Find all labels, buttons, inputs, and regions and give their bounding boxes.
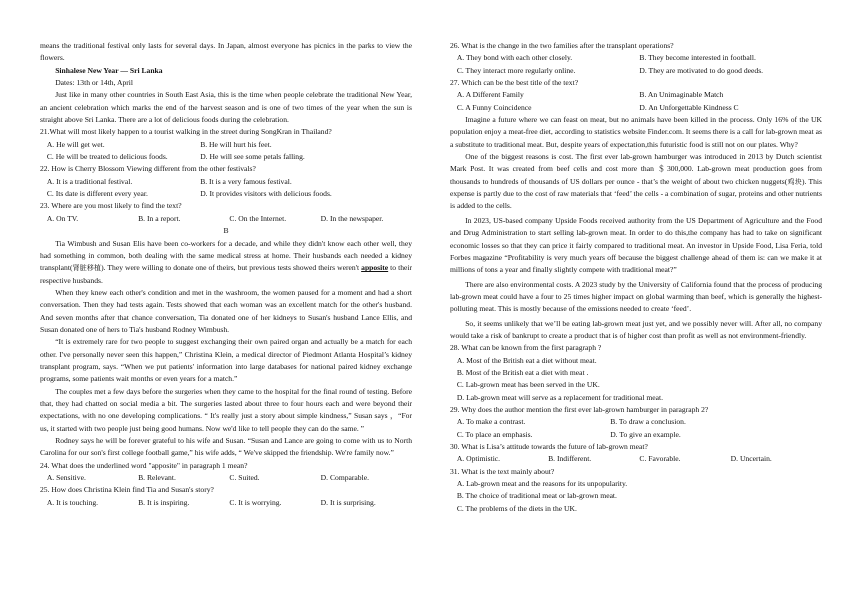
option-21a: A. He will get wet. [46, 139, 105, 149]
option-22a: A. It is a traditional festival. [46, 176, 133, 186]
question-27-options-row1 [450, 89, 822, 101]
option-28d: D. Lab-grown meat will serve as a replacement for traditional meat. [456, 392, 664, 402]
question-23-options [40, 213, 412, 225]
option-28c: C. Lab-grown meat has been served in the UK. [456, 380, 600, 390]
question-23: 23. Where are you most likely to find the text? [40, 201, 182, 211]
paragraph-b5: Rodney says he will be forever grateful to his wife and Susan. “Susan and Lance are going to come with us to North Carolina for our son's first college football game,” his wife adds, “ We've skipped the friendship. We're family now.” [40, 436, 412, 458]
option-22b: B. It is a very famous festival. [200, 176, 292, 186]
option-27b: B. An Unimaginable Match [639, 90, 724, 100]
paragraph-b1 [40, 238, 412, 287]
option-30b: B. Indifferent. [548, 454, 592, 464]
left-column [40, 40, 412, 509]
right-column [450, 40, 822, 515]
question-25: 25. How does Christina Klein find Tia and Susan's story? [40, 485, 214, 495]
question-22-options-row2 [40, 188, 412, 200]
question-26-options-row2 [450, 65, 822, 77]
option-26a: A. They bond with each other closely. [456, 53, 573, 63]
option-31b: B. The choice of traditional meat or lab-grown meat. [456, 491, 617, 501]
question-27-options-row2 [450, 102, 822, 114]
option-29c: C. To place an emphasis. [456, 429, 533, 439]
option-24d: D. Comparable. [320, 473, 369, 483]
option-23a: A. On TV. [46, 213, 79, 223]
section-b-heading: B [223, 226, 229, 236]
question-21: 21.What will most likely happen to a tourist walking in the street during SongKran in Thailand? [40, 127, 332, 137]
chinese-gloss-kidney: 肾脏移植 [72, 264, 102, 273]
option-29a: A. To make a contrast. [456, 417, 526, 427]
option-21c: C. He will be treated to delicious foods. [46, 152, 168, 162]
question-29-options-row2 [450, 429, 822, 441]
question-26: 26. What is the change in the two families after the transplant operations? [450, 41, 674, 50]
underlined-word-apposite: apposite [361, 263, 389, 273]
paragraph-c2-part1: One of the biggest reasons is cost. The first ever lab-grown hamburger was introduced in 2013 by Dutch scientist Mark Post. It was created from beef cells and cost more than ＄300,000. Lab-grown meat production goes from thousands to hundreds of thousands of US dollars per ounce - that’s the weight of about two chicken nuggets( [450, 152, 822, 186]
question-25-options [40, 497, 412, 509]
option-31a: A. Lab-grown meat and the reasons for its unpopularity. [456, 479, 628, 489]
question-22: 22. How is Cherry Blossom Viewing different from the other festivals? [40, 164, 256, 174]
paragraph-b1-part3: to their respective husbands. [40, 263, 413, 285]
question-24: 24. What does the underlined word "apposite" in paragraph 1 mean? [40, 460, 248, 470]
question-30-options [450, 453, 822, 465]
question-30: 30. What is Lisa’s attitude towards the future of lab-grown meat? [450, 442, 648, 451]
paragraph-c1: Imagine a future where we can feast on meat, but no animals have been killed in the process. Only 16% of the UK population enjoy a meat-free diet, according to statistics website Finder.com. It seems there is a call for lab-grown meat as a substitute to traditional meat. But, despite years of expectation,this futuristic food is still not on our plates. Why? [450, 115, 822, 149]
option-29d: D. To give an example. [610, 429, 681, 439]
question-24-options [40, 472, 412, 484]
paragraph-c2-part2: ). This expense is partly due to the cost of raw materials that ‘feed’ the cells - a combination of sugar, proteins and other nutrients is added to the cells. [450, 176, 822, 211]
option-25b: B. It is inspiring. [138, 497, 190, 507]
option-24c: C. Suited. [229, 473, 260, 483]
option-25d: D. It is surprising. [320, 497, 376, 507]
paragraph-c4: There are also environmental costs. A 2023 study by the University of California found that the process of producing lab-grown meat could have a four to 25 times higher impact on global warming than beef, which is generally the highest-polluting meat. This is mostly because of the emissions needed to create ‘feed’. [450, 279, 822, 314]
question-31: 31. What is the text mainly about? [450, 466, 555, 476]
paragraph-intro: means the traditional festival only lasts for several days. In Japan, almost everyone has picnics in the parks to view the flowers. [40, 41, 412, 63]
option-26d: D. They are motivated to do good deeds. [639, 65, 764, 75]
option-22c: C. Its date is different every year. [46, 189, 148, 199]
paragraph-c5: So, it seems unlikely that we’ll be eating lab-grown meat just yet, and we possibly never will. After all, no company would take a risk of bankrupt to create a product that is of higher cost than profit as well as not environment-friendly. [450, 318, 822, 340]
option-26c: C. They interact more regularly online. [456, 65, 576, 75]
option-31c: C. The problems of the diets in the UK. [456, 503, 577, 513]
option-21b: B. He will hurt his feet. [200, 139, 272, 149]
paragraph-b1-part1: Tia Wimbush and Susan Elis have been co-workers for a decade, and while they didn't know each other well, they had something in common, both dealing with the same medical stress at home. Their husbands each needed a kidney transplant( [40, 238, 412, 273]
question-29: 29. Why does the author mention the first ever lab-grown hamburger in paragraph 2? [450, 404, 709, 414]
question-21-options-row2 [40, 151, 412, 163]
option-25a: A. It is touching. [46, 497, 99, 507]
option-29b: B. To draw a conclusion. [610, 417, 686, 427]
option-23c: C. On the Internet. [229, 213, 287, 223]
paragraph-b1-part2: ). They were willing to donate one of theirs, but previous tests showed theirs weren't [101, 263, 362, 273]
option-22d: D. It provides visitors with delicious foods. [200, 189, 332, 199]
option-30d: D. Uncertain. [730, 454, 772, 464]
paragraph-c3: In 2023, US-based company Upside Foods received authority from the US Department of Agriculture and the Food and Drug Administration to start selling lab-grown meat. In order to do this,the company has had to take on significant economic losses so that they can price it fairly compared to traditional meat. An investor in Upside Food, Lisa Feria, told Forbes magazine “Profitability is very much years off because the biggest challenge ahead of them is: can we make it at millions of tons a year and finally slightly compete with traditional meat?” [450, 215, 822, 275]
question-22-options-row1 [40, 176, 412, 188]
question-27: 27. Which can be the best title of the text? [450, 78, 579, 88]
paragraph-c2 [450, 151, 822, 213]
paragraph-b4: The couples met a few days before the surgeries when they came to the hospital for the final round of testing. Before that, they had chatted on social media a bit. The surgeries lasted about three to four hours each and were beyond their expectations, with no one developing complications. “ It's really just a story about simple kindness,” Susan says ，“For us, it started with two people just being good humans. Now we'd like to tell people they can do the same. ” [40, 386, 412, 433]
section-title-sinhalese: Sinhalese New Year — Sri Lanka [55, 65, 163, 75]
option-28a: A. Most of the British eat a diet without meat. [456, 355, 597, 365]
option-27c: C. A Funny Coincidence [456, 102, 532, 112]
option-24b: B. Relevant. [138, 473, 176, 483]
option-25c: C. It is worrying. [229, 497, 282, 507]
option-21d: D. He will see some petals falling. [200, 152, 305, 162]
option-23d: D. In the newspaper. [320, 213, 384, 223]
option-24a: A. Sensitive. [46, 473, 86, 483]
option-30c: C. Favorable. [639, 454, 681, 464]
option-28b: B. Most of the British eat a diet with meat . [456, 367, 589, 377]
option-30a: A. Optimistic. [456, 454, 501, 464]
paragraph-b2: When they knew each other's condition and met in the washroom, the women paused for a moment and had a short conversation. Then they had tests again. Tests showed that each woman was an excellent match for the other's husband. And seven months after that chance conversation, Tia donated one of her kidneys to Susan's husband Lance Ellis, and Susan donated one of hers to Tia's husband Rodney Wimbush. [40, 287, 412, 334]
option-23b: B. In a report. [138, 213, 181, 223]
paragraph-sinhalese: Just like in many other countries in South East Asia, this is the time when people celebrate the traditional New Year, an ancient celebration which marks the end of the harvest season and is one of two times of the year when the sun is straight above Sri Lanka. There are a lot of delicious foods during the celebration. [40, 90, 412, 125]
chinese-gloss-nuggets: 鸡块 [787, 177, 803, 186]
question-28: 28. What can be known from the first paragraph ? [450, 343, 602, 353]
option-27a: A. A Different Family [456, 90, 524, 100]
paragraph-b3: “It is extremely rare for two people to suggest exchanging their own paired organ and actually be a match for each other. I've personally never seen this happen,” Christina Klein, a medical director of Piedmont Atlanta Hospital’s kidney transplant program, says. “When we put patients' information into large databases for national paired kidney exchange programs, some patients wait months or even years for a match.” [40, 337, 412, 384]
option-26b: B. They become interested in football. [639, 53, 756, 63]
question-21-options-row1 [40, 139, 412, 151]
question-26-options-row1 [450, 52, 822, 64]
dates-line: Dates: 13th or 14th, April [55, 78, 134, 88]
option-27d: D. An Unforgettable Kindness C [639, 102, 739, 112]
question-29-options-row1 [450, 416, 822, 428]
